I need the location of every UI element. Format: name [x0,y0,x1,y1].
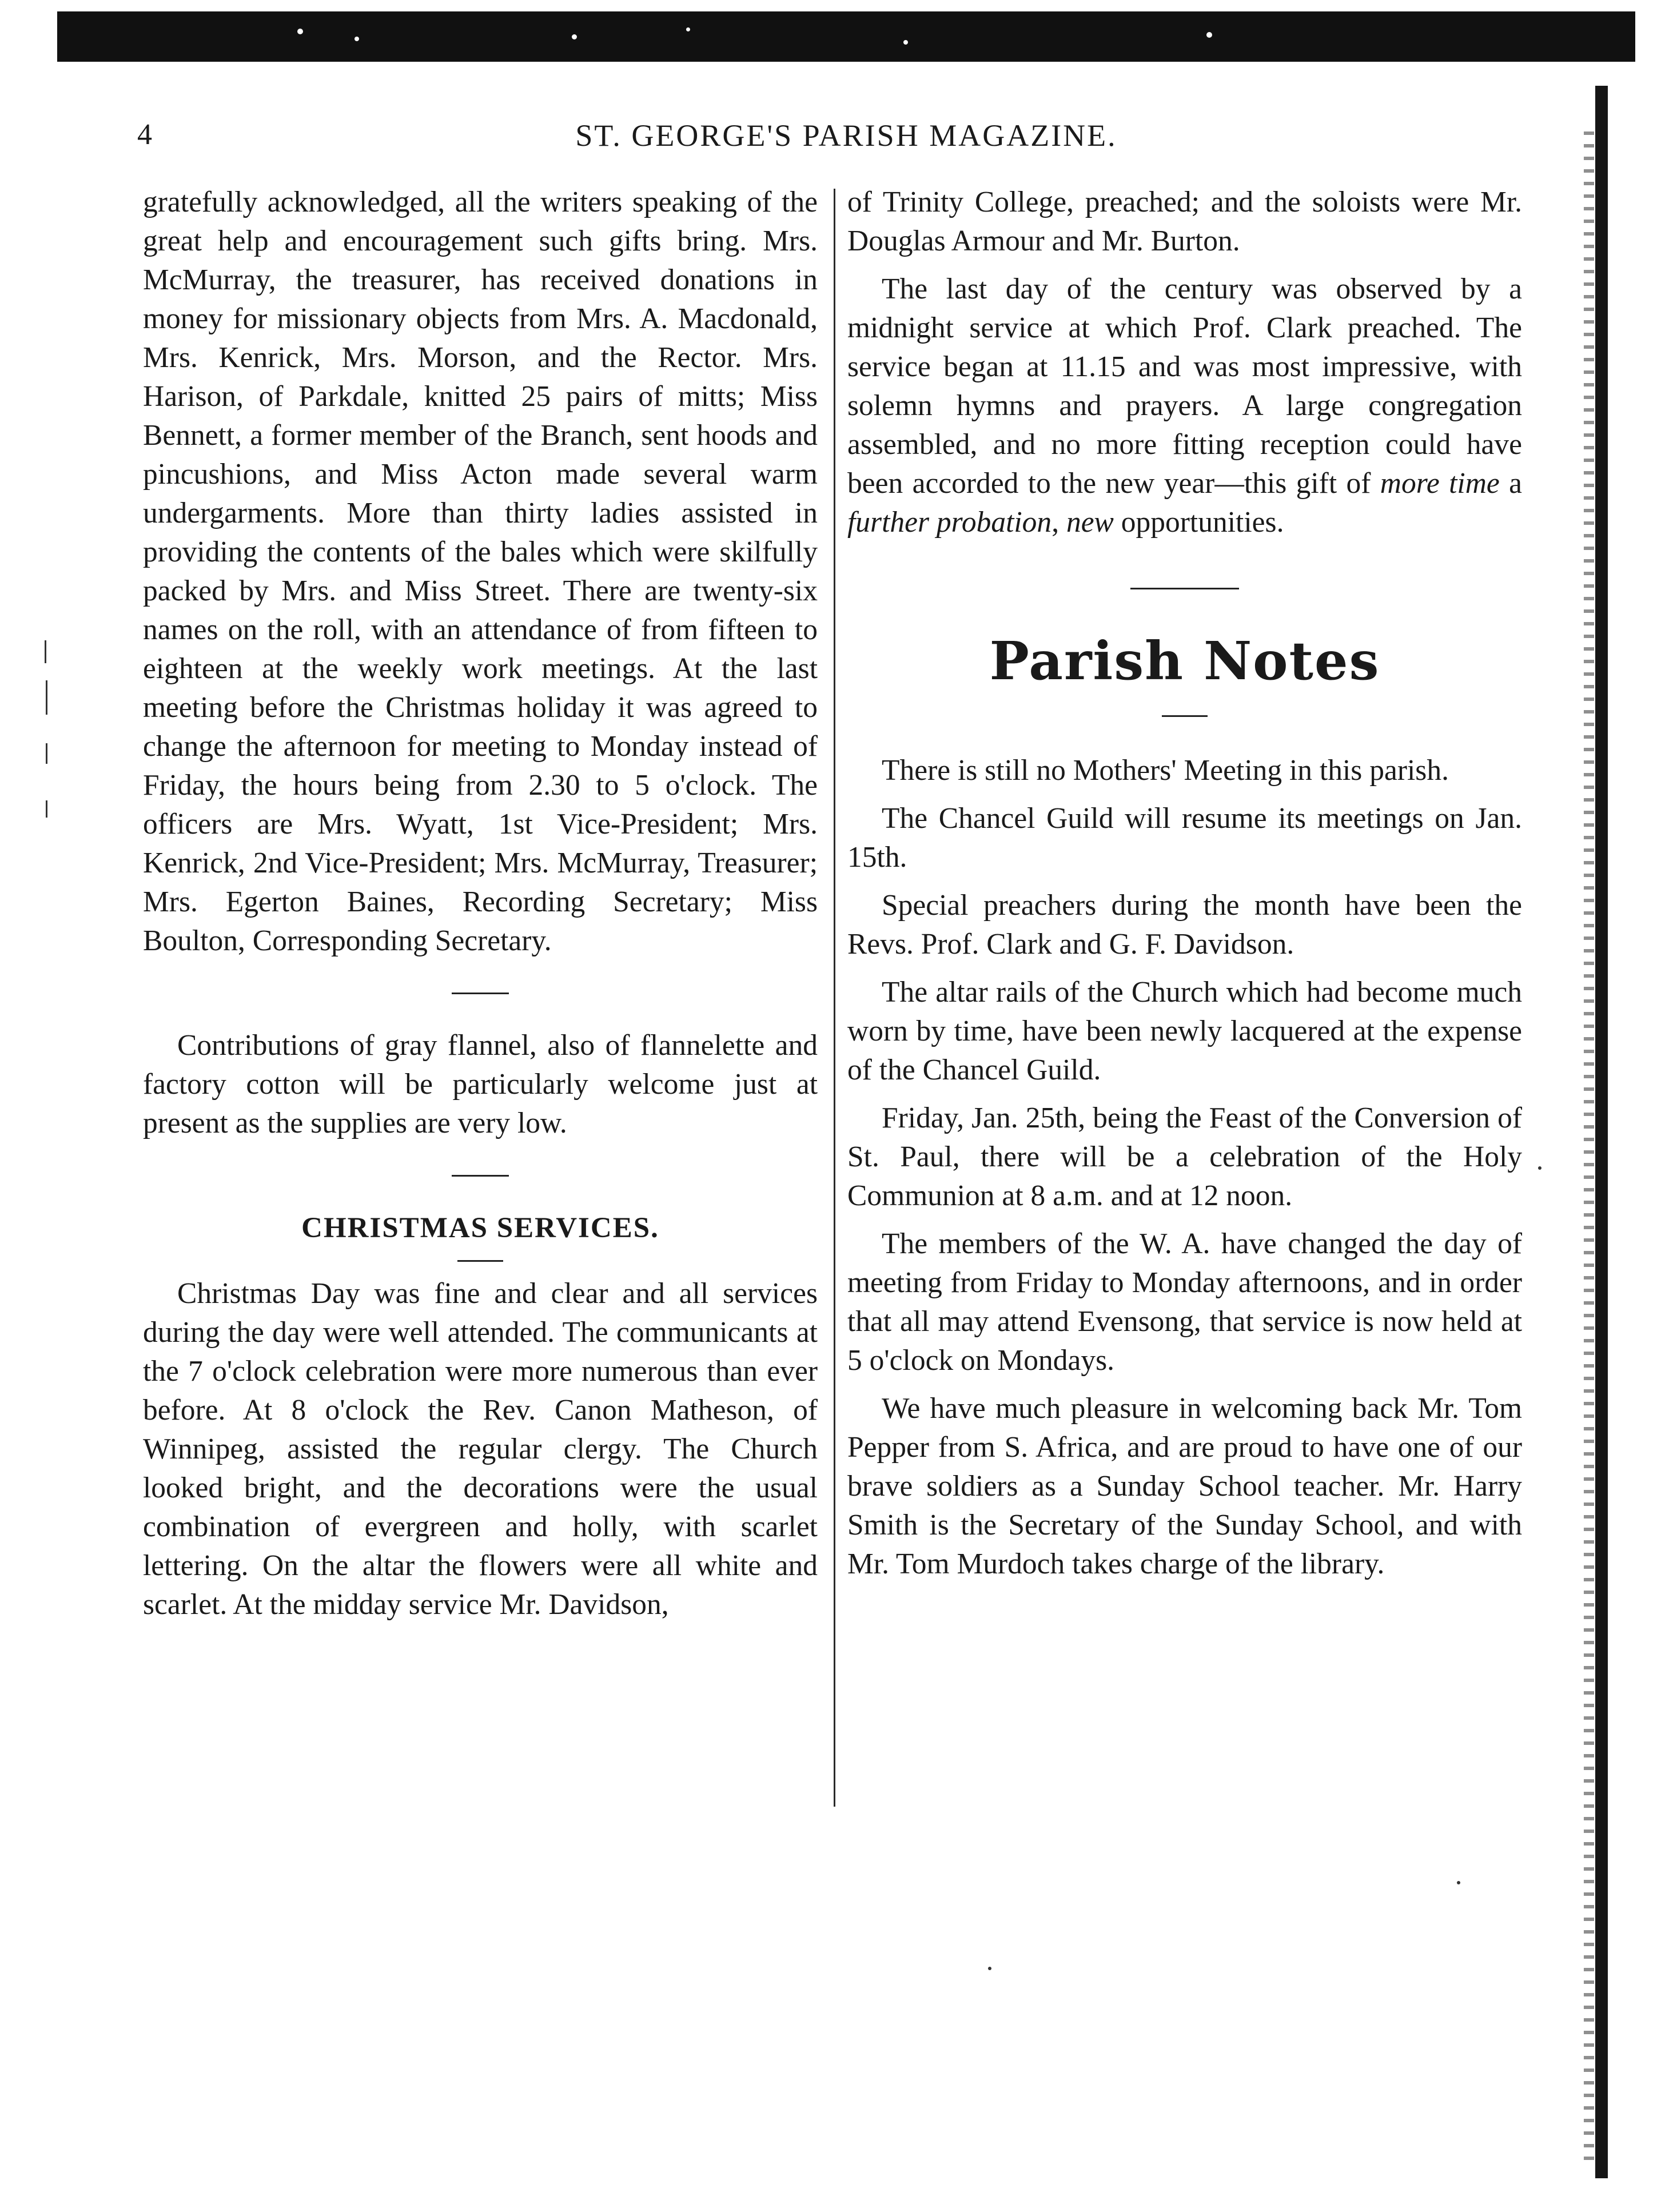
christmas-services-heading: CHRISTMAS SERVICES. [301,1212,659,1244]
running-head-title: ST. GEORGE'S PARISH MAGAZINE. [575,118,1117,153]
section-rule [1130,588,1239,589]
paragraph-christmas-day: Christmas Day was fine and clear and all services during the day were well attended. The communicants at the 7 o'clock celebration were more numerous than ever before. At 8 o'clock the Rev. Canon Matheson, of Winnipeg, assisted the regular clergy. The Church looked bright, and the decorations were the usual combination of evergreen and holly, with scarlet lettering. On the altar the flowers were all white and scarlet. At the midday service Mr. Davidson, [143,1277,818,1621]
parish-note: There is still no Mothers' Meeting in this parish. [882,754,1449,787]
paragraph-contributions: Contributions of gray flannel, also of flannelette and factory cotton will be particularly welcome just at present as the supplies are very low. [143,1029,818,1139]
paragraph-wa-report: gratefully acknowledged, all the writers speaking of the great help and encouragement such gifts bring. Mrs. McMurray, the treasurer, has received donations in money for missionary objects from Mrs. A. Macdonald, Mrs. Kenrick, Mrs. Morson, and the Rector. Mrs. Harison, of Parkdale, knitted 25 pairs of mitts; Miss Bennett, a former member of the Branch, sent hoods and pincushions, and Miss Acton made several warm undergarments. More than thirty ladies assisted in providing the contents of the bales which were skilfully packed by Mrs. and Miss Street. There are twenty-six names on the roll, with an attendance of from fifteen to eighteen at the weekly work meetings. At the last meeting before the Christmas holiday it was agreed to change the afternoon for meeting to Monday instead of Friday, the hours being from 2.30 to 5 o'clock. The officers are Mrs. Wyatt, 1st Vice-President; Mrs. Kenrick, 2nd Vice-President; Mrs. McMurray, Treasurer; Mrs. Egerton Baines, Recording Secretary; Miss Boulton, Corresponding Secretary. [143,186,818,957]
heading-rule [1162,715,1208,717]
print-speck [988,1967,991,1970]
margin-mark [46,743,47,764]
parish-note: The altar rails of the Church which had become much worn by time, have been newly lacquered at the expense of the Chancel Guild. [847,976,1522,1086]
margin-mark [46,680,47,715]
parish-notes-heading: Parish Notes [989,630,1380,692]
parish-note: Special preachers during the month have been the Revs. Prof. Clark and G. F. Davidson. [847,889,1522,960]
page-edge-shadow [1584,131,1594,2167]
print-speck [1538,1166,1541,1170]
parish-note: Friday, Jan. 25th, being the Feast of the Conversion of St. Paul, there will be a celebration of the Holy Communion at 8 a.m. and at 12 noon. [847,1102,1522,1212]
parish-note: The members of the W. A. have changed the day of meeting from Friday to Monday afternoons, and in order that all may attend Evensong, that service is now held at 5 o'clock on Mondays. [847,1227,1522,1377]
margin-mark [45,640,46,663]
section-rule [452,993,509,994]
heading-rule [457,1260,503,1262]
top-border-rule [57,11,1635,62]
left-column [143,183,818,1633]
paragraph-last-day-century: The last day of the century was observed by a midnight service at which Prof. Clark preached. The service began at 11.15 and was most impressive, with solemn hymns and prayers. A large congregation assembled, and no more fitting reception could have been accorded to the new year—this gift of more time a further probation, new opportunities. [847,273,1523,539]
column-divider [834,189,835,1807]
right-column [847,183,1522,1593]
margin-mark [46,800,47,818]
page-header [137,114,1555,166]
page-number: 4 [137,118,152,151]
parish-note: The Chancel Guild will resume its meetings on Jan. 15th. [847,802,1522,874]
parish-note: We have much pleasure in welcoming back Mr. Tom Pepper from S. Africa, and are proud to have one of our brave soldiers as a Sunday School teacher. Mr. Harry Smith is the Secretary of the Sunday School, and with Mr. Tom Murdoch takes charge of the library. [847,1392,1522,1580]
section-rule [452,1175,509,1177]
print-speck [1457,1881,1460,1884]
page-edge-border [1595,86,1608,2178]
paragraph-trinity-college: of Trinity College, preached; and the soloists were Mr. Douglas Armour and Mr. Burton. [847,186,1522,257]
